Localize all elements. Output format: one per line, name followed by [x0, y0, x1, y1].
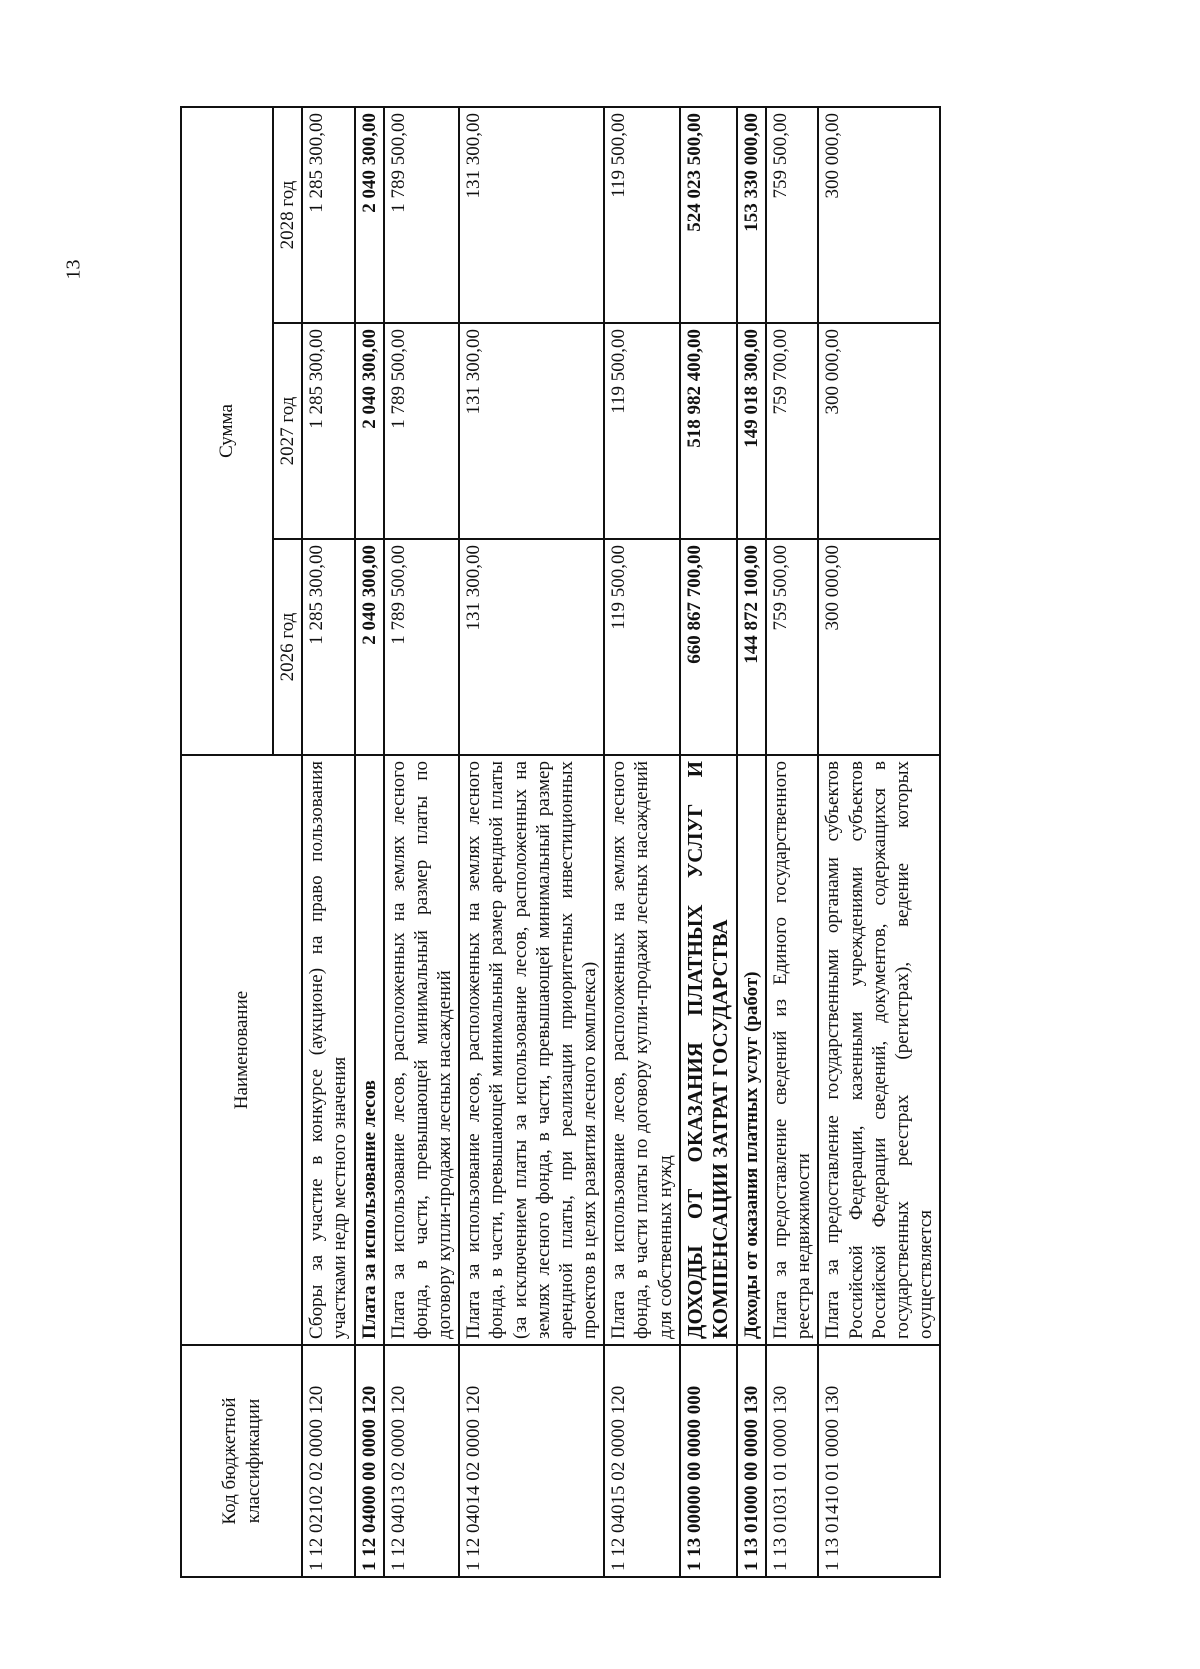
- row-name: Плата за предоставление государственными органами субъектов Российской Федерации, казенными учреждениями субъектов Российской Федерации сведений, документов, содержащихся в государственных реестрах (регистрах), ведение которых осуществляется: [818, 755, 940, 1345]
- row-value-2028: 1 789 500,00: [384, 107, 460, 323]
- row-value-2027: 2 040 300,00: [355, 323, 384, 539]
- row-value-2028: 1 285 300,00: [302, 107, 354, 323]
- header-sum: Сумма: [181, 107, 273, 755]
- row-value-2028: 131 300,00: [459, 107, 604, 323]
- rotated-table-wrapper: [180, 108, 1200, 1578]
- row-value-2028: 153 330 000,00: [737, 107, 766, 323]
- row-code: 1 13 01000 00 0000 130: [737, 1345, 766, 1577]
- row-name: Плата за предоставление сведений из Единого государственного реестра недвижимости: [766, 755, 818, 1345]
- table-row: [818, 107, 940, 1577]
- row-name: Доходы от оказания платных услуг (работ): [737, 755, 766, 1345]
- table-row: [302, 107, 354, 1577]
- row-code: 1 12 04015 02 0000 120: [604, 1345, 680, 1577]
- table-row: [384, 107, 460, 1577]
- table-row: [737, 107, 766, 1577]
- row-value-2027: 300 000,00: [818, 323, 940, 539]
- budget-income-table: [180, 106, 941, 1578]
- header-code: Код бюджетной классификации: [181, 1345, 302, 1577]
- row-name: Плата за использование лесов, расположенных на землях лесного фонда, в части, превышающей минимальный размер арендной платы (за исключением платы за использование лесов, расположенных на землях лесного фонда, в части, превышающей минимальный размер арендной платы, при реализации приоритетных инвестиционных проектов в целях развития лесного комплекса): [459, 755, 604, 1345]
- row-value-2028: 2 040 300,00: [355, 107, 384, 323]
- table-row: [604, 107, 680, 1577]
- row-value-2027: 1 285 300,00: [302, 323, 354, 539]
- row-value-2026: 1 789 500,00: [384, 539, 460, 755]
- row-value-2028: 524 023 500,00: [680, 107, 737, 323]
- row-name: Плата за использование лесов, расположенных на землях лесного фонда, в части платы по договору купли-продажи лесных насаждений для собственных нужд: [604, 755, 680, 1345]
- row-value-2027: 518 982 400,00: [680, 323, 737, 539]
- row-code: 1 13 00000 00 0000 000: [680, 1345, 737, 1577]
- row-value-2026: 131 300,00: [459, 539, 604, 755]
- row-name: Сборы за участие в конкурсе (аукционе) на право пользования участками недр местного значения: [302, 755, 354, 1345]
- row-value-2027: 149 018 300,00: [737, 323, 766, 539]
- row-code: 1 13 01031 01 0000 130: [766, 1345, 818, 1577]
- row-value-2026: 119 500,00: [604, 539, 680, 755]
- row-value-2027: 1 789 500,00: [384, 323, 460, 539]
- row-value-2026: 2 040 300,00: [355, 539, 384, 755]
- row-value-2028: 300 000,00: [818, 107, 940, 323]
- table-body: [302, 107, 940, 1577]
- row-value-2028: 759 500,00: [766, 107, 818, 323]
- row-code: 1 12 04000 00 0000 120: [355, 1345, 384, 1577]
- row-value-2028: 119 500,00: [604, 107, 680, 323]
- row-code: 1 12 02102 02 0000 120: [302, 1345, 354, 1577]
- row-code: 1 12 04014 02 0000 120: [459, 1345, 604, 1577]
- row-name: Плата за использование лесов, расположенных на землях лесного фонда, в части, превышающей минимальный размер платы по договору купли-продажи лесных насаждений: [384, 755, 460, 1345]
- header-year-2027: 2027 год: [273, 323, 302, 539]
- header-year-2028: 2028 год: [273, 107, 302, 323]
- row-name: ДОХОДЫ ОТ ОКАЗАНИЯ ПЛАТНЫХ УСЛУГ И КОМПЕНСАЦИИ ЗАТРАТ ГОСУДАРСТВА: [680, 755, 737, 1345]
- row-value-2026: 300 000,00: [818, 539, 940, 755]
- row-code: 1 12 04013 02 0000 120: [384, 1345, 460, 1577]
- row-value-2027: 119 500,00: [604, 323, 680, 539]
- header-name: Наименование: [181, 755, 302, 1345]
- row-value-2026: 759 500,00: [766, 539, 818, 755]
- row-name: Плата за использование лесов: [355, 755, 384, 1345]
- table-row: [459, 107, 604, 1577]
- table-row: [680, 107, 737, 1577]
- row-value-2026: 144 872 100,00: [737, 539, 766, 755]
- page-number: 13: [62, 259, 85, 280]
- table-row: [355, 107, 384, 1577]
- row-value-2027: 759 700,00: [766, 323, 818, 539]
- table-row: [766, 107, 818, 1577]
- row-value-2026: 1 285 300,00: [302, 539, 354, 755]
- row-code: 1 13 01410 01 0000 130: [818, 1345, 940, 1577]
- row-value-2026: 660 867 700,00: [680, 539, 737, 755]
- row-value-2027: 131 300,00: [459, 323, 604, 539]
- header-year-2026: 2026 год: [273, 539, 302, 755]
